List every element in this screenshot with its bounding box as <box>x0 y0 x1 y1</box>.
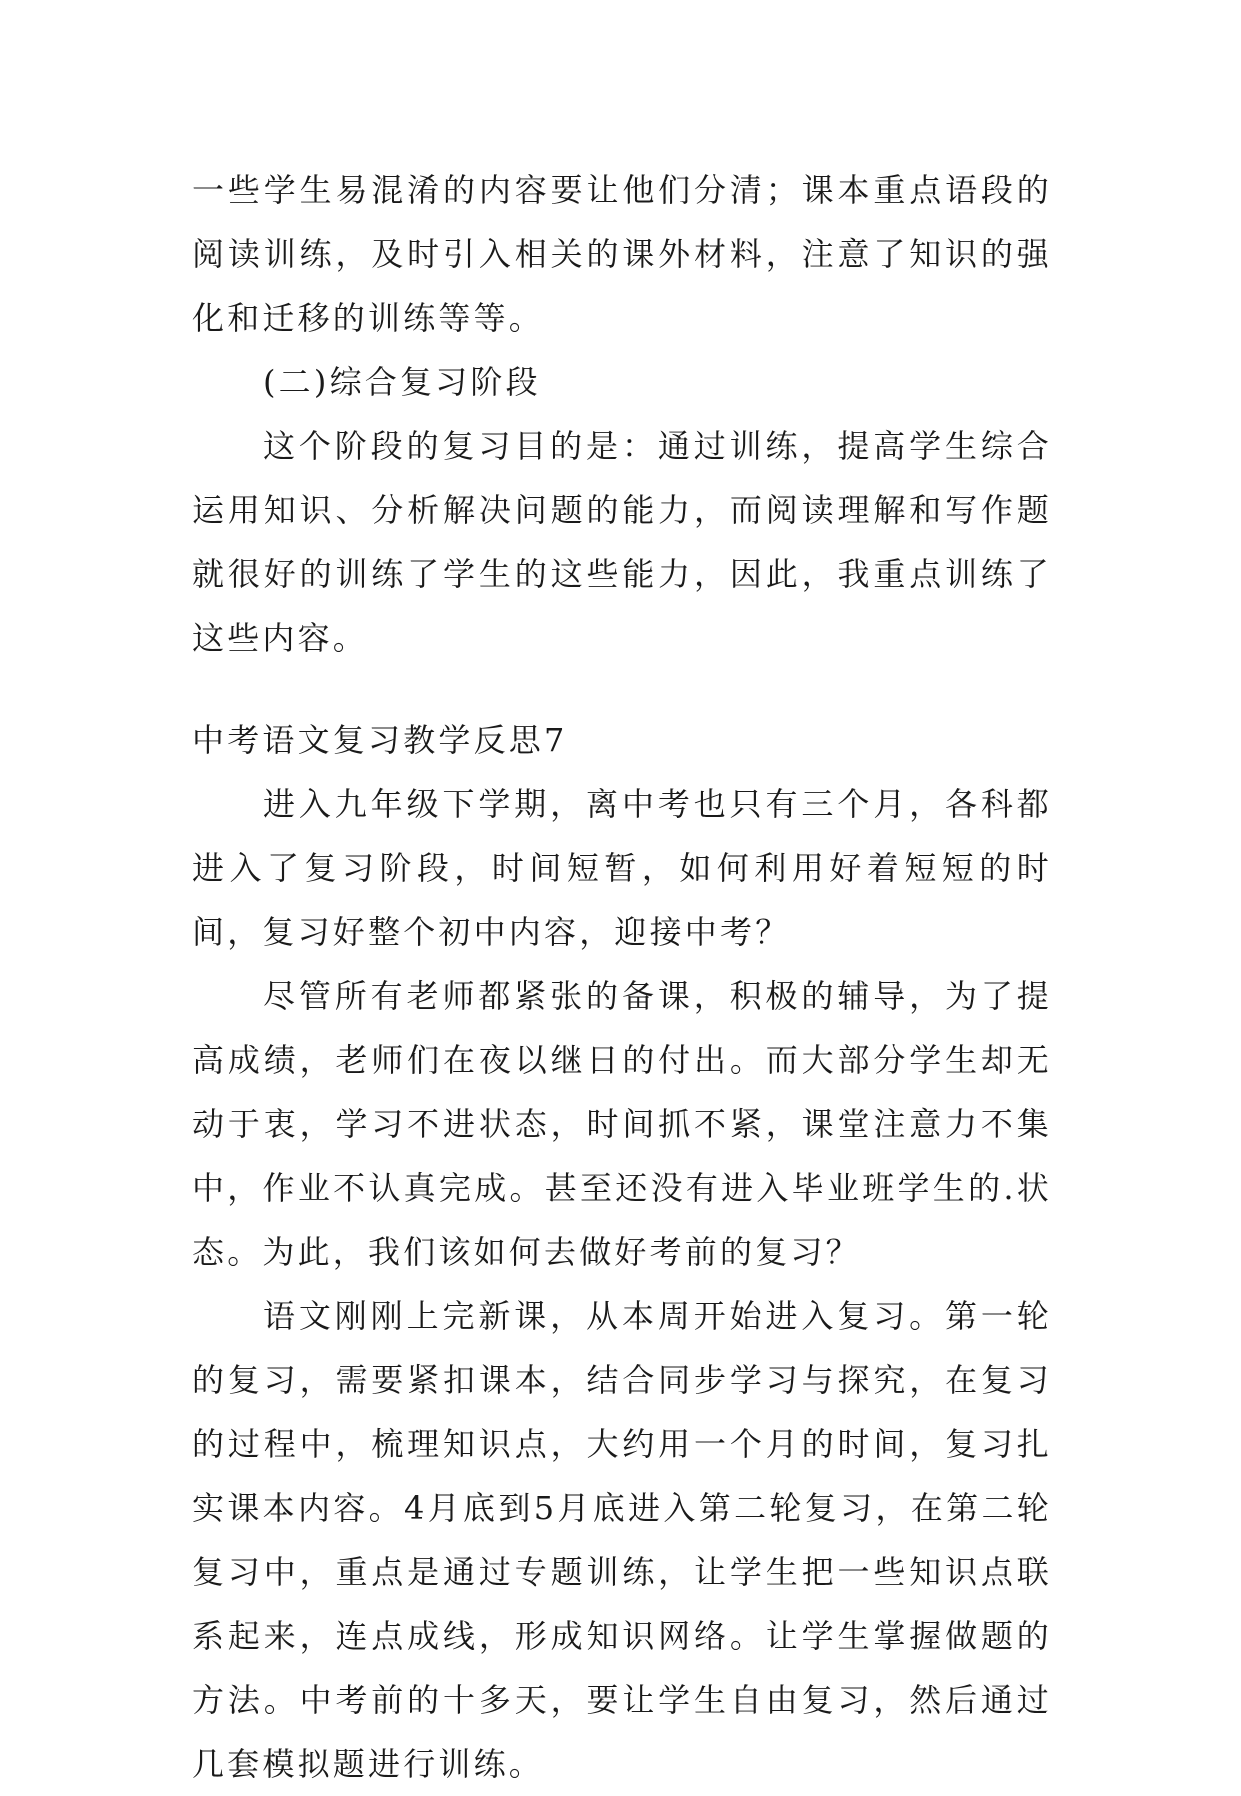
paragraph: 尽管所有老师都紧张的备课，积极的辅导，为了提高成绩，老师们在夜以继日的付出。而大部分学生却无动于衷，学习不进状态，时间抓不紧，课堂注意力不集中，作业不认真完成。甚至还没有进入毕业班学生的.状态。为此，我们该如何去做好考前的复习？ <box>192 977 1052 1271</box>
paragraph: 一些学生易混淆的内容要让他们分清；课本重点语段的阅读训练，及时引入相关的课外材料，注意了知识的强化和迁移的训练等等。 <box>192 171 1052 337</box>
document-body <box>192 158 1052 1796</box>
paragraph: 这个阶段的复习目的是：通过训练，提高学生综合运用知识、分析解决问题的能力，而阅读理解和写作题就很好的训练了学生的这些能力，因此，我重点训练了这些内容。 <box>192 427 1052 657</box>
paragraph: 语文刚刚上完新课，从本周开始进入复习。第一轮的复习，需要紧扣课本，结合同步学习与探究，在复习的过程中，梳理知识点，大约用一个月的时间，复习扎实课本内容。4月底到5月底进入第二轮复习，在第二轮复习中，重点是通过专题训练，让学生把一些知识点联系起来，连点成线，形成知识网络。让学生掌握做题的方法。中考前的十多天，要让学生自由复习，然后通过几套模拟题进行训练。 <box>192 1297 1052 1783</box>
section-heading: 中考语文复习教学反思7 <box>192 721 568 759</box>
paragraph: 进入九年级下学期，离中考也只有三个月，各科都进入了复习阶段，时间短暂，如何利用好着短短的时间，复习好整个初中内容，迎接中考？ <box>192 785 1052 951</box>
section-subheading: (二)综合复习阶段 <box>263 363 541 401</box>
